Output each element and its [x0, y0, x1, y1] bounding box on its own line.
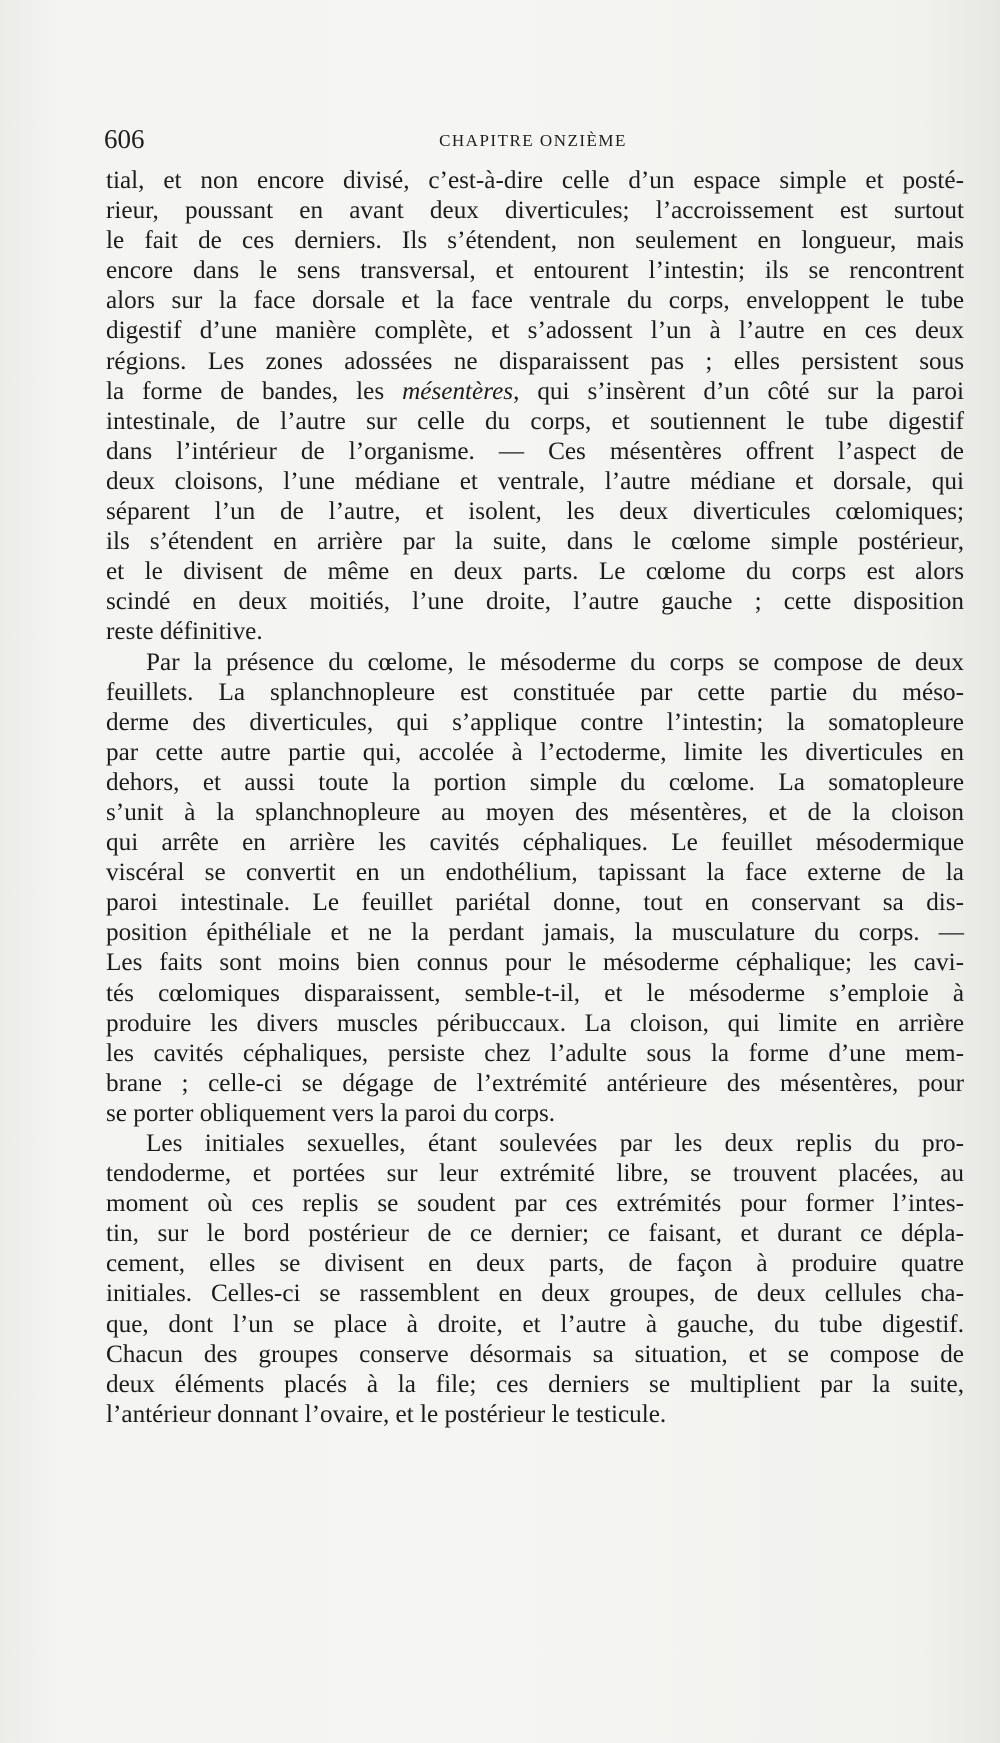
text-line: rieur, poussant en avant deux diverticules; l’accroissement est surtout: [106, 197, 964, 225]
text-line: paroi intestinale. Le feuillet pariétal donne, tout en conservant sa dis-: [106, 889, 964, 917]
text-line: alors sur la face dorsale et la face ventrale du corps, enveloppent le tube: [106, 287, 964, 315]
text-line-part: , qui s’insèrent d’un côté sur la paroi: [513, 377, 964, 405]
text-line: moment où ces replis se soudent par ces extrémités pour former l’intes-: [106, 1190, 964, 1218]
text-line: digestif d’une manière complète, et s’adossent l’un à l’autre en ces deux: [106, 317, 964, 345]
text-line: intestinale, de l’autre sur celle du corps, et soutiennent le tube digestif: [106, 407, 964, 435]
paragraph: [106, 1129, 964, 1430]
text-line: s’unit à la splanchnopleure au moyen des mésentères, et de la cloison: [106, 798, 964, 826]
text-line: l’antérieur donnant l’ovaire, et le postérieur le testicule.: [106, 1400, 667, 1428]
text-line: reste définitive.: [106, 618, 263, 646]
paragraph: [106, 166, 964, 648]
text-line: le fait de ces derniers. Ils s’étendent, non seulement en longueur, mais: [106, 227, 964, 255]
text-line: Chacun des groupes conserve désormais sa situation, et se compose de: [106, 1340, 964, 1368]
text-line: et le divisent de même en deux parts. Le cœlome du corps est alors: [106, 558, 964, 586]
text-line: feuillets. La splanchnopleure est constituée par cette partie du méso-: [106, 678, 964, 706]
text-line: séparent l’un de l’autre, et isolent, les deux diverticules cœlomiques;: [106, 498, 964, 526]
page-header: [104, 124, 962, 164]
text-line: scindé en deux moitiés, l’une droite, l’autre gauche ; cette disposition: [106, 588, 964, 616]
text-line: que, dont l’un se place à droite, et l’autre à gauche, du tube digestif.: [106, 1310, 964, 1338]
running-head: CHAPITRE ONZIÈME: [439, 131, 627, 150]
text-line: Les initiales sexuelles, étant soulevées par les deux replis du pro-: [146, 1130, 964, 1157]
text-line: par cette autre partie qui, accolée à l’ectoderme, limite les diverticules en: [106, 738, 964, 766]
text-line: tin, sur le bord postérieur de ce dernier; ce faisant, et durant ce dépla-: [106, 1220, 964, 1248]
text-line: ils s’étendent en arrière par la suite, dans le cœlome simple postérieur,: [106, 528, 964, 556]
text-line: se porter obliquement vers la paroi du corps.: [106, 1099, 556, 1127]
text-line: Par la présence du cœlome, le mésoderme du corps se compose de deux: [146, 648, 964, 676]
paragraph: [106, 648, 964, 1130]
italic-term: mésentères: [402, 377, 514, 405]
text-line: dans l’intérieur de l’organisme. — Ces mésentères offrent l’aspect de: [106, 437, 964, 465]
text-line: viscéral se convertit en un endothélium, tapissant la face externe de la: [106, 859, 964, 887]
text-line: régions. Les zones adossées ne disparaissent pas ; elles persistent sous: [106, 347, 964, 375]
text-line: position épithéliale et ne la perdant jamais, la musculature du corps. —: [106, 919, 964, 947]
text-line: derme des diverticules, qui s’applique contre l’intestin; la somatopleure: [106, 708, 964, 736]
text-line: qui arrête en arrière les cavités céphaliques. Le feuillet mésodermique: [106, 829, 964, 857]
text-line: produire les divers muscles péribuccaux. La cloison, qui limite en arrière: [106, 1009, 964, 1037]
body-text: [106, 166, 964, 1430]
text-line: brane ; celle-ci se dégage de l’extrémité antérieure des mésentères, pour: [106, 1069, 964, 1097]
text-line: tés cœlomiques disparaissent, semble-t-il, et le mésoderme s’emploie à: [106, 979, 964, 1007]
text-line: encore dans le sens transversal, et entourent l’intestin; ils se rencontrent: [106, 257, 964, 285]
text-line: tendoderme, et portées sur leur extrémité libre, se trouvent placées, au: [106, 1160, 964, 1188]
page-number: 606: [104, 124, 145, 154]
text-line: Les faits sont moins bien connus pour le mésoderme céphalique; les cavi-: [106, 949, 964, 977]
text-line: initiales. Celles-ci se rassemblent en deux groupes, de deux cellules cha-: [106, 1280, 964, 1308]
text-line: [106, 377, 964, 407]
text-line: deux éléments placés à la file; ces derniers se multiplient par la suite,: [106, 1370, 964, 1398]
text-line: dehors, et aussi toute la portion simple du cœlome. La somatopleure: [106, 768, 964, 796]
text-line: cement, elles se divisent en deux parts, de façon à produire quatre: [106, 1250, 964, 1278]
text-line: deux cloisons, l’une médiane et ventrale, l’autre médiane et dorsale, qui: [106, 467, 964, 495]
text-line: tial, et non encore divisé, c’est-à-dire celle d’un espace simple et posté-: [106, 167, 964, 194]
text-line-part: la forme de bandes, les: [106, 377, 403, 405]
text-line: les cavités céphaliques, persiste chez l’adulte sous la forme d’une mem-: [106, 1039, 964, 1067]
